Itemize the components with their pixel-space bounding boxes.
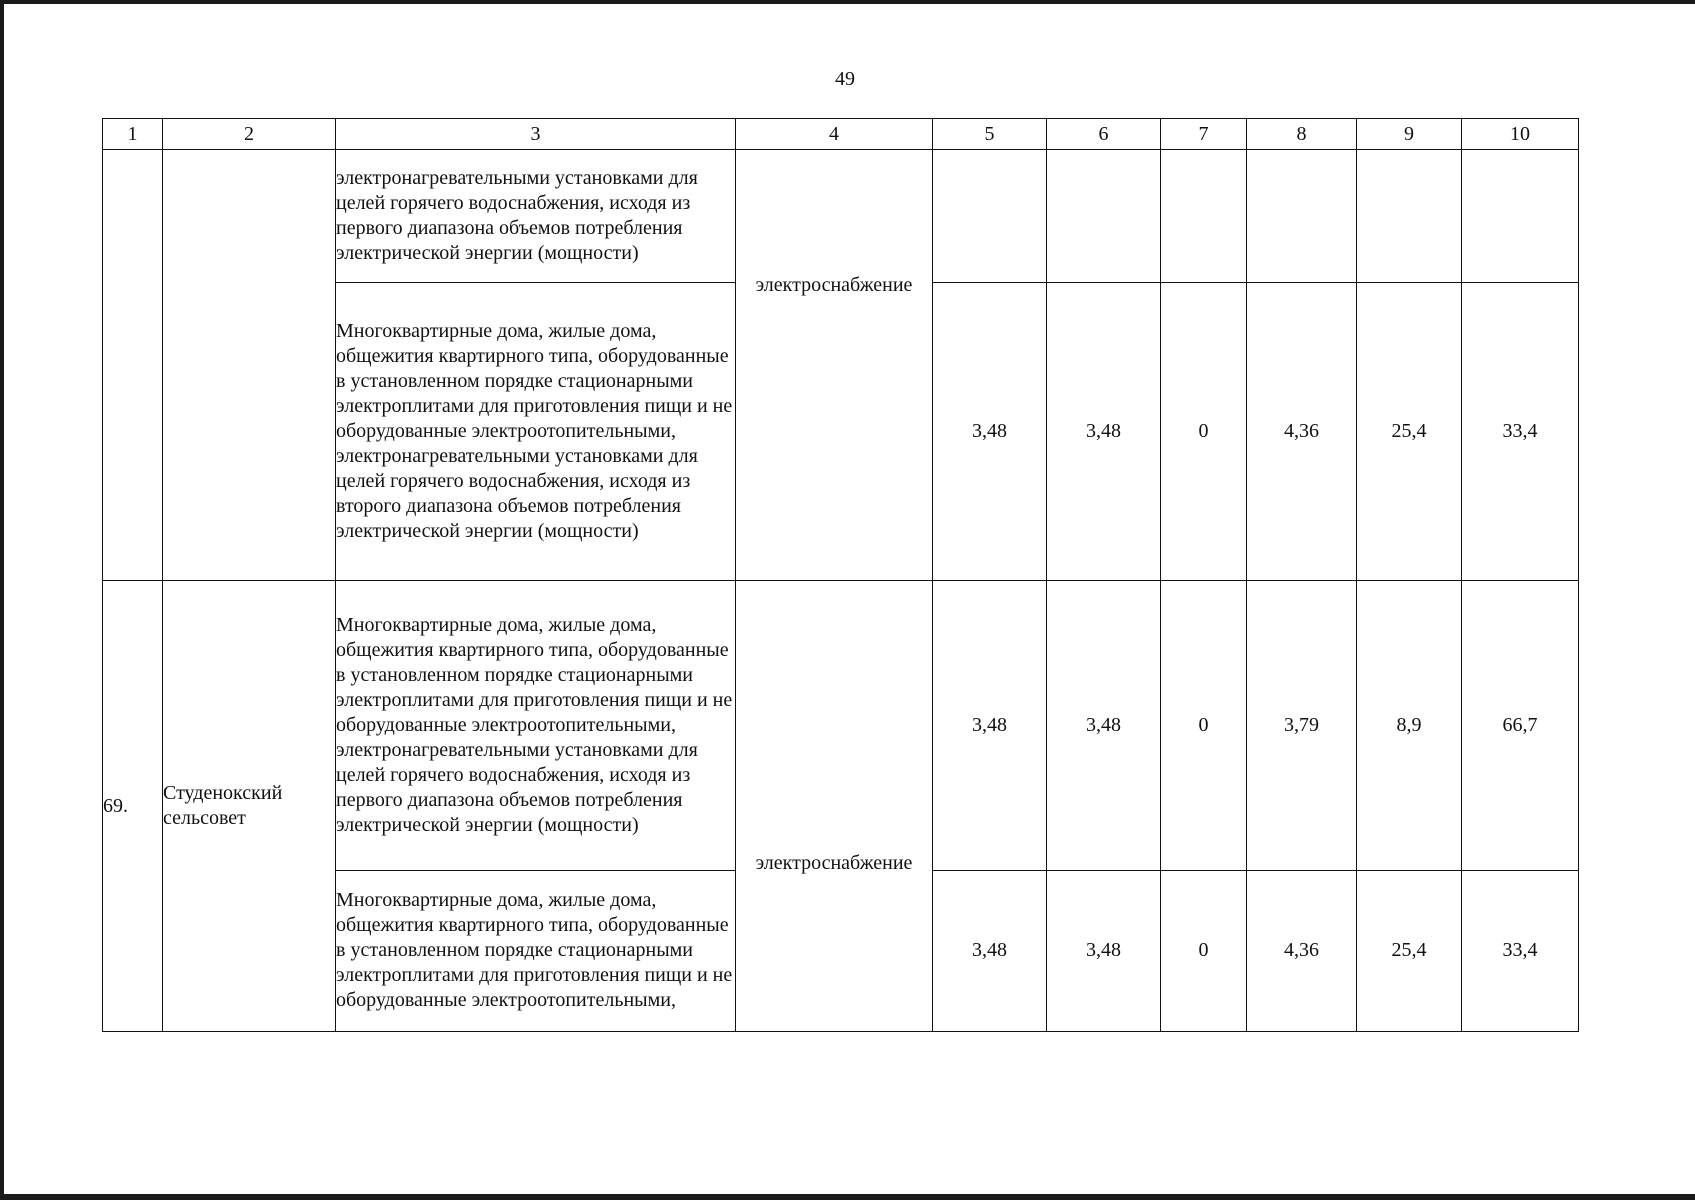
value-col-5: 3,48	[933, 870, 1047, 1031]
value-col-9: 25,4	[1357, 870, 1462, 1031]
value-col-6: 3,48	[1047, 283, 1161, 581]
value-col-10	[1462, 150, 1579, 283]
col-header-8: 8	[1247, 119, 1357, 150]
value-col-5	[933, 150, 1047, 283]
table-row	[103, 150, 1579, 283]
col-header-6: 6	[1047, 119, 1161, 150]
scan-border-bottom	[0, 1194, 1695, 1200]
service-type-cell	[736, 581, 933, 1032]
value-col-9	[1357, 150, 1462, 283]
value-col-10: 66,7	[1462, 581, 1579, 871]
col-header-2: 2	[163, 119, 336, 150]
value-col-5: 3,48	[933, 283, 1047, 581]
value-col-8: 4,36	[1247, 870, 1357, 1031]
value-col-6: 3,48	[1047, 581, 1161, 871]
settlement-cell: Студенокский сельсовет	[163, 581, 336, 1032]
col-header-10: 10	[1462, 119, 1579, 150]
consumer-description: Многоквартирные дома, жилые дома, общежития квартирного типа, оборудованные в установленном порядке стационарными электроплитами для приготовления пищи и не оборудованные электроотопительными, электронагревательными установками для целей горячего водоснабжения, исходя из первого диапазона объемов потребления электрической энергии (мощности)	[336, 581, 736, 871]
value-col-8	[1247, 150, 1357, 283]
value-col-10: 33,4	[1462, 283, 1579, 581]
value-col-6: 3,48	[1047, 870, 1161, 1031]
consumer-description: электронагревательными установками для целей горячего водоснабжения, исходя из первого диапазона объемов потребления электрической энергии (мощности)	[336, 150, 736, 283]
value-col-6	[1047, 150, 1161, 283]
value-col-9: 25,4	[1357, 283, 1462, 581]
row-number-cell: 69.	[103, 581, 163, 1032]
consumer-description: Многоквартирные дома, жилые дома, общежития квартирного типа, оборудованные в установленном порядке стационарными электроплитами для приготовления пищи и не оборудованные электроотопительными, электронагревательными установками для целей горячего водоснабжения, исходя из второго диапазона объемов потребления электрической энергии (мощности)	[336, 283, 736, 581]
settlement-cell	[163, 150, 336, 581]
col-header-7: 7	[1161, 119, 1247, 150]
value-col-7: 0	[1161, 870, 1247, 1031]
col-header-9: 9	[1357, 119, 1462, 150]
col-header-5: 5	[933, 119, 1047, 150]
col-header-4: 4	[736, 119, 933, 150]
scan-border-left	[0, 0, 4, 1200]
value-col-9: 8,9	[1357, 581, 1462, 871]
consumer-description: Многоквартирные дома, жилые дома, общежития квартирного типа, оборудованные в установленном порядке стационарными электроплитами для приготовления пищи и не оборудованные электроотопительными,	[336, 870, 736, 1031]
value-col-8: 4,36	[1247, 283, 1357, 581]
value-col-10: 33,4	[1462, 870, 1579, 1031]
row-number-cell	[103, 150, 163, 581]
service-type-cell	[736, 150, 933, 581]
table-row	[103, 581, 1579, 871]
value-col-8: 3,79	[1247, 581, 1357, 871]
value-col-7: 0	[1161, 283, 1247, 581]
page-number: 49	[835, 68, 855, 90]
value-col-5: 3,48	[933, 581, 1047, 871]
header-row	[103, 119, 1579, 150]
value-col-7: 0	[1161, 581, 1247, 871]
value-col-7	[1161, 150, 1247, 283]
col-header-3: 3	[336, 119, 736, 150]
tariff-table	[102, 118, 1579, 1032]
col-header-1: 1	[103, 119, 163, 150]
service-type-label: электроснабжение	[755, 852, 913, 874]
scan-border-top	[0, 0, 1695, 4]
service-type-label: электроснабжение	[755, 274, 913, 296]
